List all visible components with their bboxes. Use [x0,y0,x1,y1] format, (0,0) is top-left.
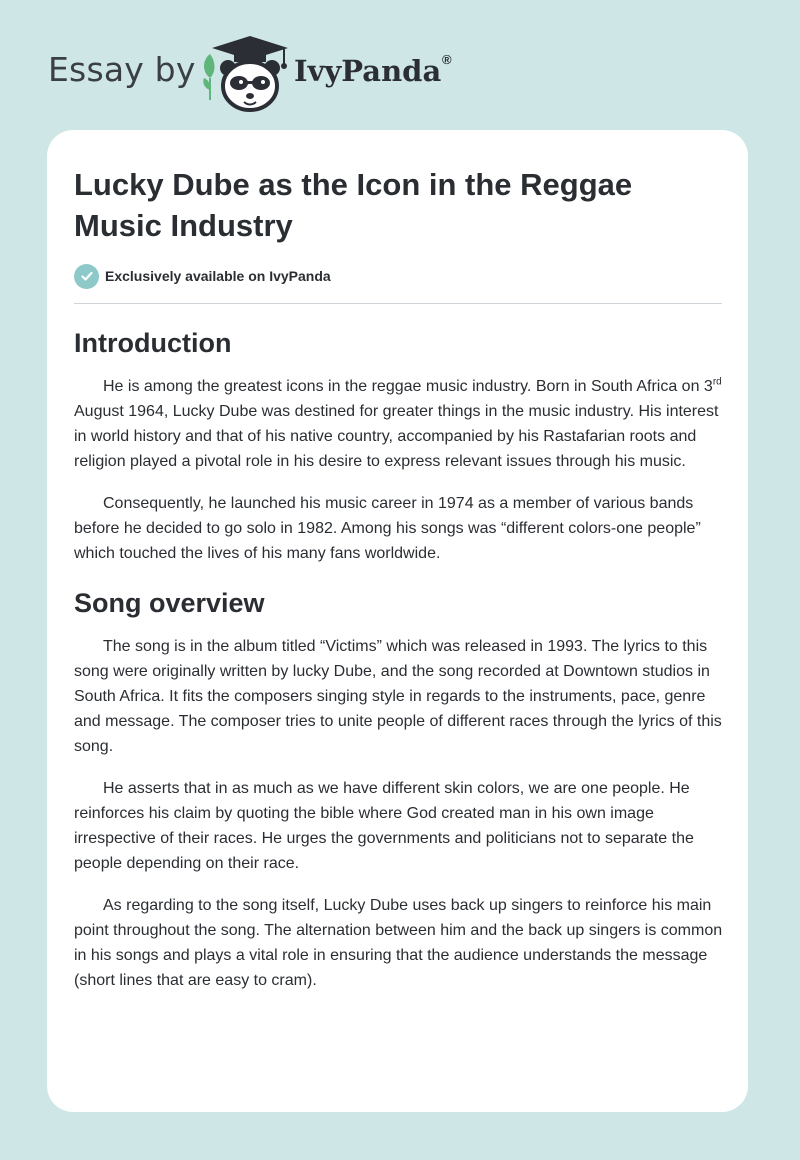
paragraph [74,374,724,474]
panda-graduate-icon [200,34,298,114]
paragraph: Consequently, he launched his music career in 1974 as a member of various bands before he decided to go solo in 1982. Among his songs was “different colors-one people” which touched the lives of his many fans worldwide. [74,495,701,562]
registered-mark: ® [442,52,452,67]
check-circle-icon [74,264,99,289]
exclusive-badge [74,263,331,289]
essay-body [74,316,724,993]
section-heading-introduction: Introduction [74,328,232,358]
paragraph: As regarding to the song itself, Lucky Dube uses back up singers to reinforce his main point throughout the song. The alternation between him and the back up singers is common in his songs and plays a vital role in ensuring that the audience understands the message (short lines that are easy to cram). [74,897,723,989]
paragraph-text: He is among the greatest icons in the reggae music industry. Born in South Africa on 3 [103,378,713,395]
site-brand[interactable] [48,28,488,112]
brand-prefix: Essay by [48,50,196,89]
ordinal-suffix: rd [712,376,722,388]
exclusive-badge-text: Exclusively available on IvyPanda [105,268,331,284]
section-heading-song-overview: Song overview [74,588,265,618]
brand-name: IvyPanda [294,54,442,88]
paragraph: He asserts that in as much as we have different skin colors, we are one people. He reinforces his claim by quoting the bible where God created man in his own image irrespective of their races. He urges the governments and politicians not to separate the people depending on their race. [74,780,694,872]
title-divider [74,303,722,304]
essay-title: Lucky Dube as the Icon in the Reggae Music Industry [74,167,633,243]
essay-card [47,130,748,1112]
paragraph: The song is in the album titled “Victims” which was released in 1993. The lyrics to this song were originally written by lucky Dube, and the song recorded at Downtown studios in South Africa. It fits the composers singing style in regards to the instruments, pace, genre and message. The composer tries to unite people of different races through the lyrics of this song. [74,638,722,755]
paragraph-text: August 1964, Lucky Dube was destined for greater things in the music industry. His interest in world history and that of his native country, accompanied by his Rastafarian roots and religion played a pivotal role in his desire to express relevant issues through his music. [74,403,719,470]
